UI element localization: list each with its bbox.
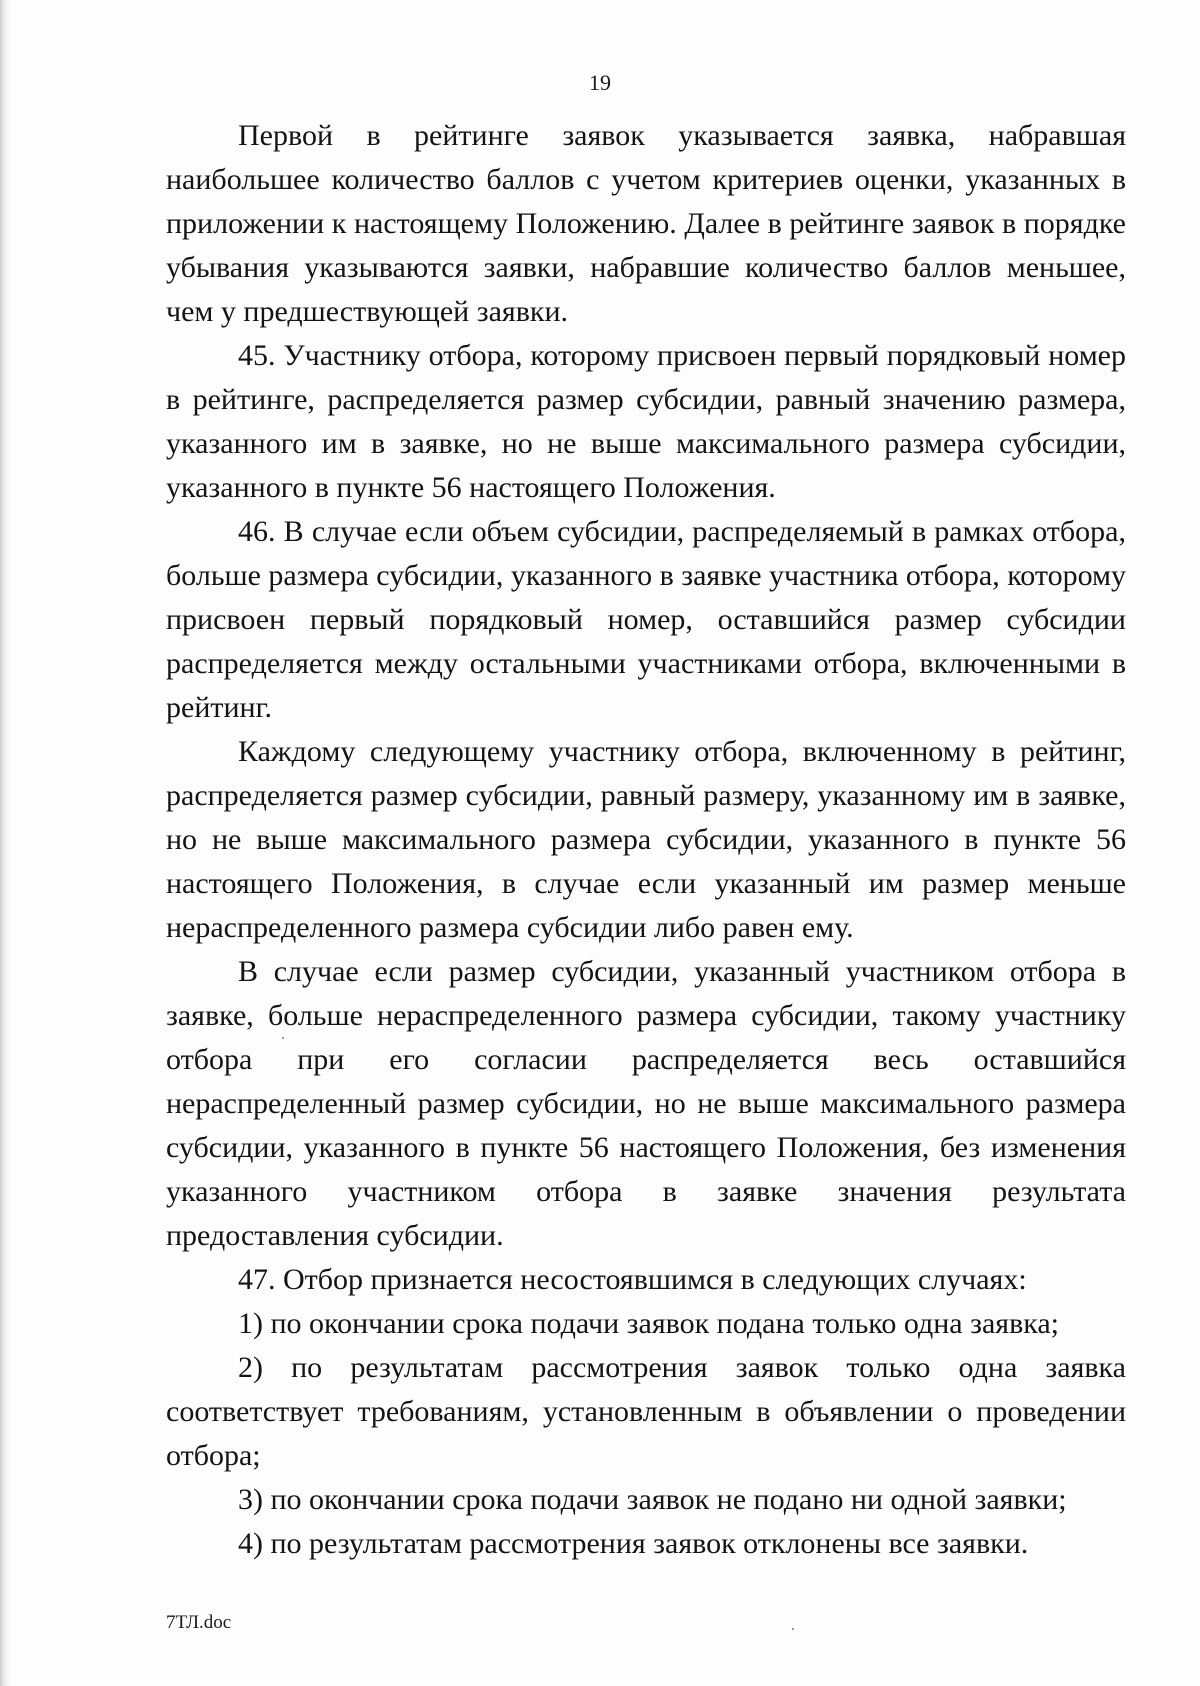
- scan-speck: [792, 1628, 794, 1630]
- list-item-3: 3) по окончании срока подачи заявок не подано ни одной заявки;: [238, 1483, 1067, 1516]
- list-item-2: 2) по результатам рассмотрения заявок только одна заявка соответствует требованиям, установленным в объявлении о проведении отбора;: [166, 1351, 1126, 1472]
- paragraph-next-participant: Каждому следующему участнику отбора, включенному в рейтинг, распределяется размер субсидии, равный размеру, указанному им в заявке, но не выше максимального размера субсидии, указанного в пункте 56 настоящего Положения, в случае если указанный им размер меньше нераспределенного размера субсидии либо равен ему.: [166, 735, 1126, 944]
- paragraph-remaining-subsidy: В случае если размер субсидии, указанный участником отбора в заявке, больше нераспределенного размера субсидии, такому участнику отбора при его согласии распределяется весь оставшийся нераспределенный размер субсидии, но не выше максимального размера субсидии, указанного в пункте 56 настоящего Положения, без изменения указанного участником отбора в заявке значения результата предоставления субсидии.: [166, 955, 1126, 1252]
- scan-edge-shadow: [0, 0, 10, 1686]
- scan-speck: [282, 1037, 284, 1039]
- paragraph-46: 46. В случае если объем субсидии, распределяемый в рамках отбора, больше размера субсидии, указанного в заявке участника отбора, которому присвоен первый порядковый номер, оставшийся размер субсидии распределяется между остальными участниками отбора, включенными в рейтинг.: [166, 515, 1126, 724]
- list-item-4: 4) по результатам рассмотрения заявок отклонены все заявки.: [238, 1527, 1029, 1560]
- paragraph-45: 45. Участнику отбора, которому присвоен первый порядковый номер в рейтинге, распределяется размер субсидии, равный значению размера, указанного им в заявке, но не выше максимального размера субсидии, указанного в пункте 56 настоящего Положения.: [166, 339, 1126, 504]
- page-number: 19: [589, 70, 611, 95]
- footer-filename: 7ТЛ.doc: [166, 1612, 232, 1633]
- paragraph-rating-order: Первой в рейтинге заявок указывается заявка, набравшая наибольшее количество баллов с учетом критериев оценки, указанных в приложении к настоящему Положению. Далее в рейтинге заявок в порядке убывания указываются заявки, набравшие количество баллов меньшее, чем у предшествующей заявки.: [166, 119, 1126, 328]
- list-item-1: 1) по окончании срока подачи заявок подана только одна заявка;: [238, 1307, 1060, 1340]
- document-body: [166, 114, 1126, 1566]
- paragraph-47: 47. Отбор признается несостоявшимся в следующих случаях:: [238, 1263, 1027, 1296]
